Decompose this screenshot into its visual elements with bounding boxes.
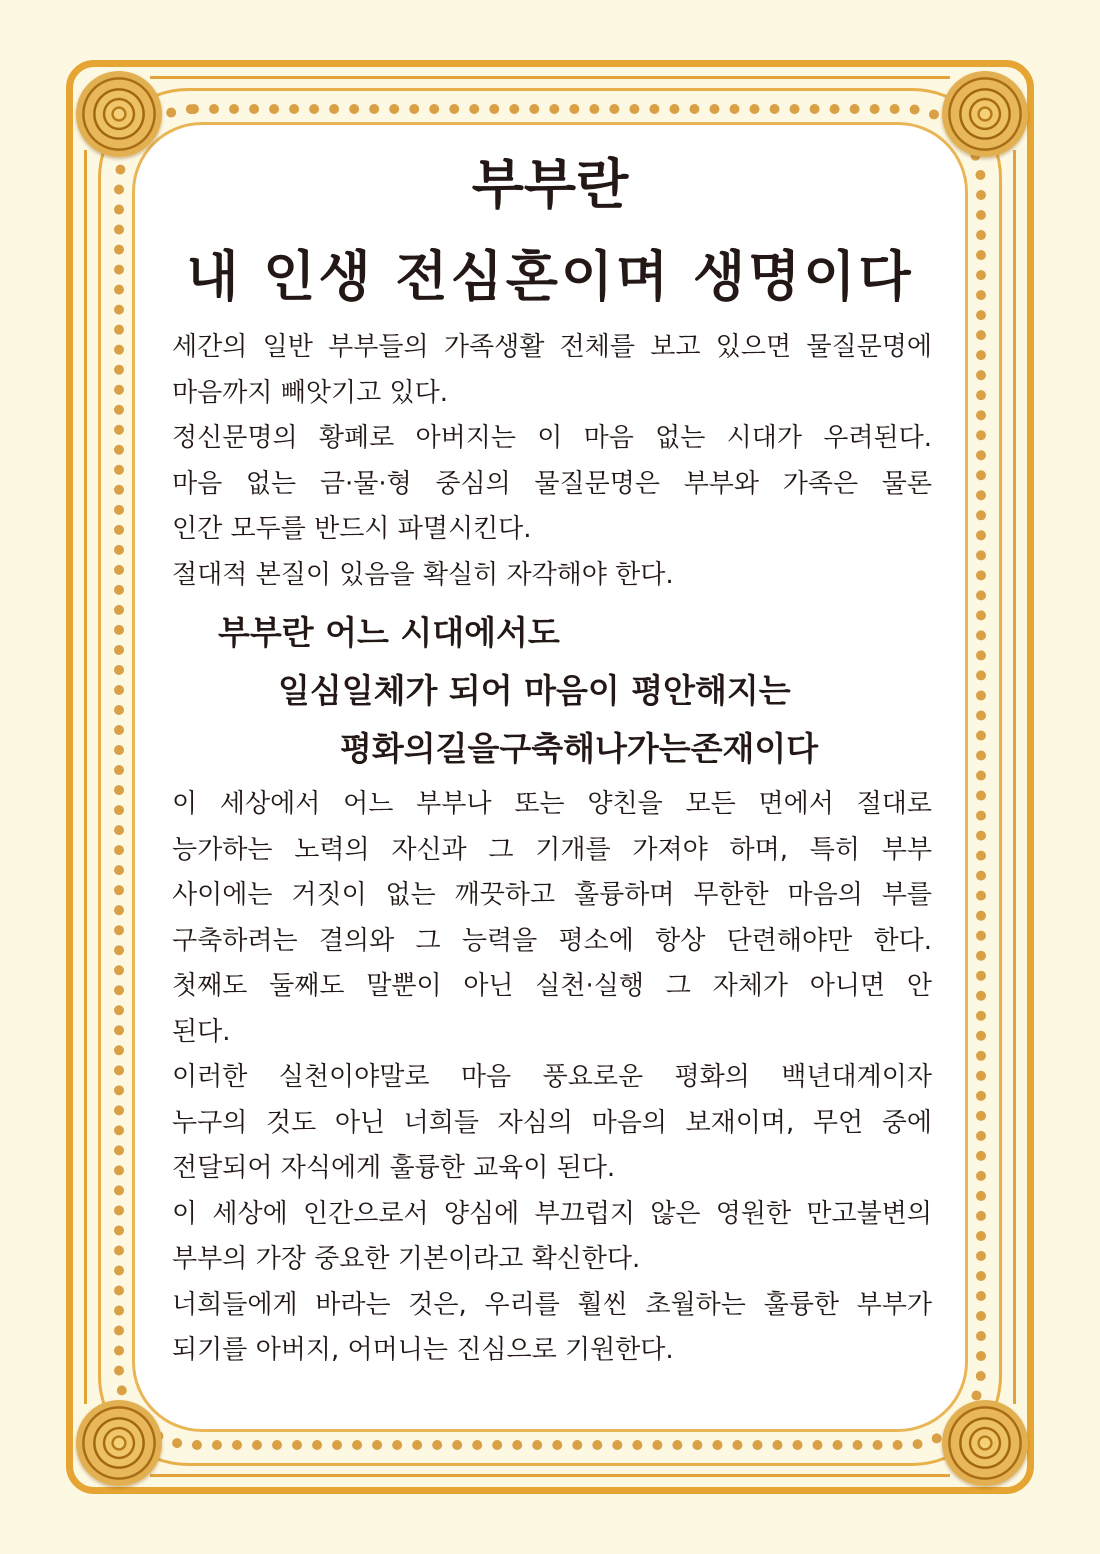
frame-line-top bbox=[150, 76, 950, 79]
emphasis-line-1: 부부란 어느 시대에서도 bbox=[218, 613, 560, 652]
frame-line-left bbox=[84, 150, 87, 1404]
body-line: 이 세상에서 어느 부부나 또는 양친을 모든 면에서 절대로 bbox=[172, 789, 932, 819]
intro-line: 정신문명의 황폐로 아버지는 이 마음 없는 시대가 우려된다. bbox=[172, 423, 932, 453]
body-line: 첫째도 둘째도 말뿐이 아닌 실천·실행 그 자체가 아니면 안 bbox=[172, 971, 932, 1001]
title-line-2: 내 인생 전심혼이며 생명이다 bbox=[186, 245, 914, 308]
emphasis-line-3: 평화의길을구축해나가는존재이다 bbox=[340, 729, 819, 768]
intro-line: 마음 없는 금·물·형 중심의 물질문명은 부부와 가족은 물론 bbox=[172, 468, 932, 499]
frame-line-right bbox=[1013, 150, 1016, 1404]
body-line: 되기를 아버지, 어머니는 진심으로 기원한다. bbox=[172, 1335, 674, 1365]
frame-line-bottom bbox=[150, 1474, 950, 1477]
intro-line: 절대적 본질이 있음을 확실히 자각해야 한다. bbox=[172, 559, 674, 590]
intro-line: 세간의 일반 부부들의 가족생활 전체를 보고 있으면 물질문명에 bbox=[172, 332, 932, 362]
body-line: 부부의 가장 중요한 기본이라고 확신한다. bbox=[172, 1244, 641, 1274]
main-paragraph bbox=[172, 782, 932, 1374]
title-line-1: 부부란 bbox=[471, 153, 629, 216]
body-line: 전달되어 자식에게 훌륭한 교육이 된다. bbox=[172, 1153, 616, 1183]
intro-line: 마음까지 빼앗기고 있다. bbox=[172, 377, 448, 408]
body-line: 구축하려는 결의와 그 능력을 평소에 항상 단련해야만 한다. bbox=[172, 925, 932, 956]
corner-medallion-bottom-left bbox=[76, 1400, 162, 1486]
body-line: 이러한 실천이야말로 마음 풍요로운 평화의 백년대계이자 bbox=[172, 1062, 932, 1092]
body-line: 사이에는 거짓이 없는 깨끗하고 훌륭하며 무한한 마음의 부를 bbox=[172, 880, 932, 910]
body-line: 너희들에게 바라는 것은, 우리를 훨씬 초월하는 훌륭한 부부가 bbox=[172, 1289, 932, 1320]
body-line: 누구의 것도 아닌 너희들 자심의 마음의 보재이며, 무언 중에 bbox=[172, 1107, 932, 1138]
body-line: 된다. bbox=[172, 1016, 231, 1047]
body-line: 이 세상에 인간으로서 양심에 부끄럽지 않은 영원한 만고불변의 bbox=[172, 1198, 932, 1229]
intro-paragraph bbox=[172, 325, 932, 598]
corner-medallion-bottom-right bbox=[942, 1400, 1028, 1486]
page-title bbox=[150, 153, 950, 308]
corner-medallion-top-left bbox=[76, 71, 162, 157]
emphasis-line-2: 일심일체가 되어 마음이 평안해지는 bbox=[278, 671, 791, 710]
body-line: 능가하는 노력의 자신과 그 기개를 가져야 하며, 특히 부부 bbox=[172, 834, 932, 865]
intro-line: 인간 모두를 반드시 파멸시킨다. bbox=[172, 514, 532, 544]
corner-medallion-top-right bbox=[942, 71, 1028, 157]
